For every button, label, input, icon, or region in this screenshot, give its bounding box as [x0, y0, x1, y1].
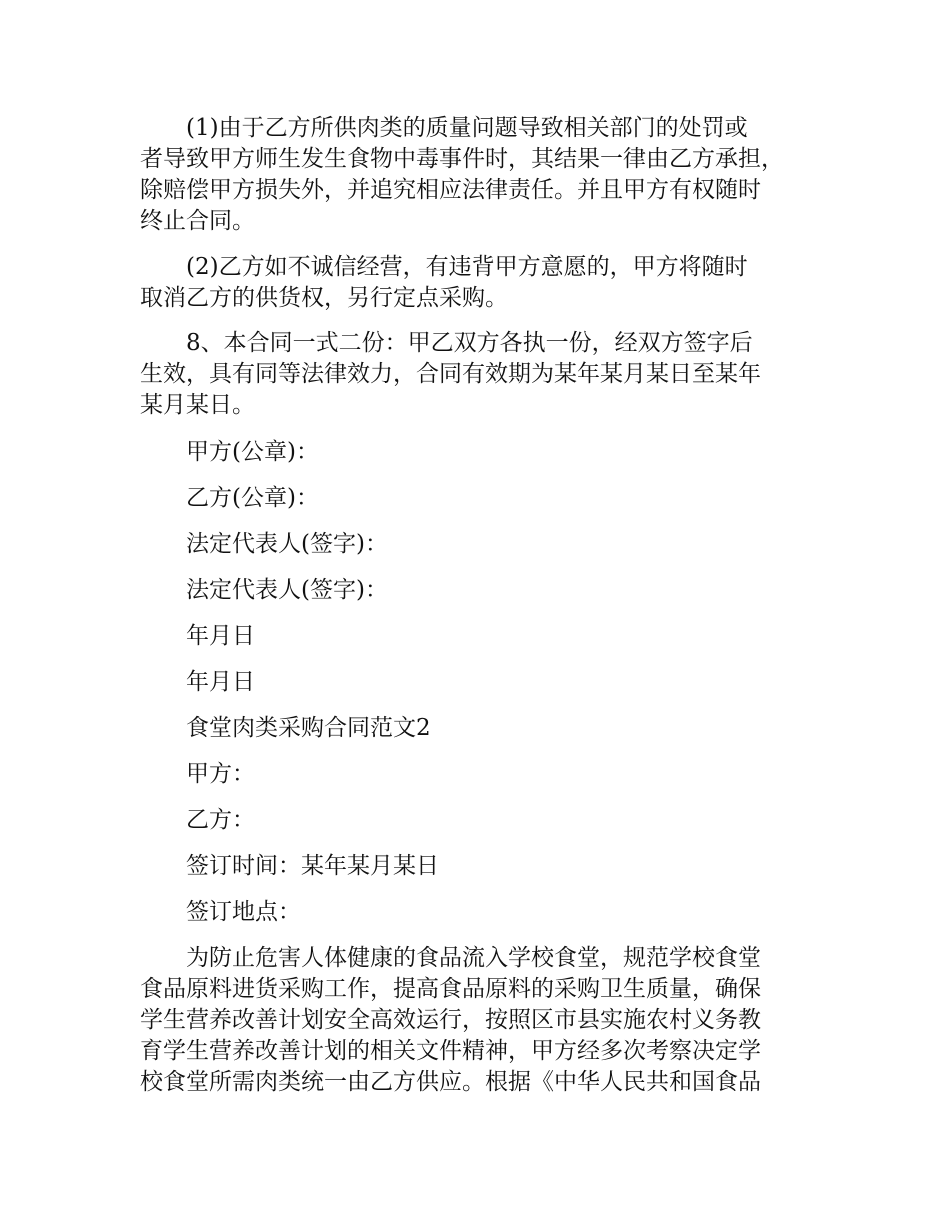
date-2-label: 年月日	[186, 669, 255, 695]
sign-time-label: 签订时间：某年某月某日	[186, 853, 439, 879]
second-party-a-label: 甲方：	[186, 761, 255, 787]
second-contract-title: 食堂肉类采购合同范文2	[186, 715, 431, 741]
clause-8-line-2: 生效，具有同等法律效力，合同有效期为某年某月某日至某年	[140, 361, 761, 387]
intro-line-4: 育学生营养改善计划的相关文件精神，甲方经多次考察决定学	[140, 1038, 761, 1064]
clause-1-line-2: 者导致甲方师生发生食物中毒事件时，其结果一律由乙方承担，	[140, 146, 784, 172]
clause-2-line-1: (2)乙方如不诚信经营，有违背甲方意愿的，甲方将随时	[186, 254, 748, 280]
party-a-seal-label: 甲方(公章)：	[186, 439, 319, 465]
clause-8-line-1: 8、本合同一式二份：甲乙双方各执一份，经双方签字后	[186, 330, 753, 356]
second-party-b-label: 乙方：	[186, 807, 255, 833]
legal-rep-1-label: 法定代表人(签字)：	[186, 531, 388, 557]
clause-1-line-4: 终止合同。	[140, 208, 255, 234]
intro-line-2: 食品原料进货采购工作，提高食品原料的采购卫生质量，确保	[140, 976, 761, 1002]
intro-line-3: 学生营养改善计划安全高效运行，按照区市县实施农村义务教	[140, 1007, 761, 1033]
clause-8-line-3: 某月某日。	[140, 392, 255, 418]
intro-line-1: 为防止危害人体健康的食品流入学校食堂，规范学校食堂	[186, 945, 761, 971]
clause-1-line-1: (1)由于乙方所供肉类的质量问题导致相关部门的处罚或	[186, 115, 748, 141]
clause-2-line-2: 取消乙方的供货权，另行定点采购。	[140, 285, 508, 311]
date-1-label: 年月日	[186, 623, 255, 649]
sign-place-label: 签订地点：	[186, 899, 301, 925]
legal-rep-2-label: 法定代表人(签字)：	[186, 577, 388, 603]
party-b-seal-label: 乙方(公章)：	[186, 485, 319, 511]
clause-1-line-3: 除赔偿甲方损失外，并追究相应法律责任。并且甲方有权随时	[140, 177, 761, 203]
intro-line-5: 校食堂所需肉类统一由乙方供应。根据《中华人民共和国食品	[140, 1069, 761, 1095]
